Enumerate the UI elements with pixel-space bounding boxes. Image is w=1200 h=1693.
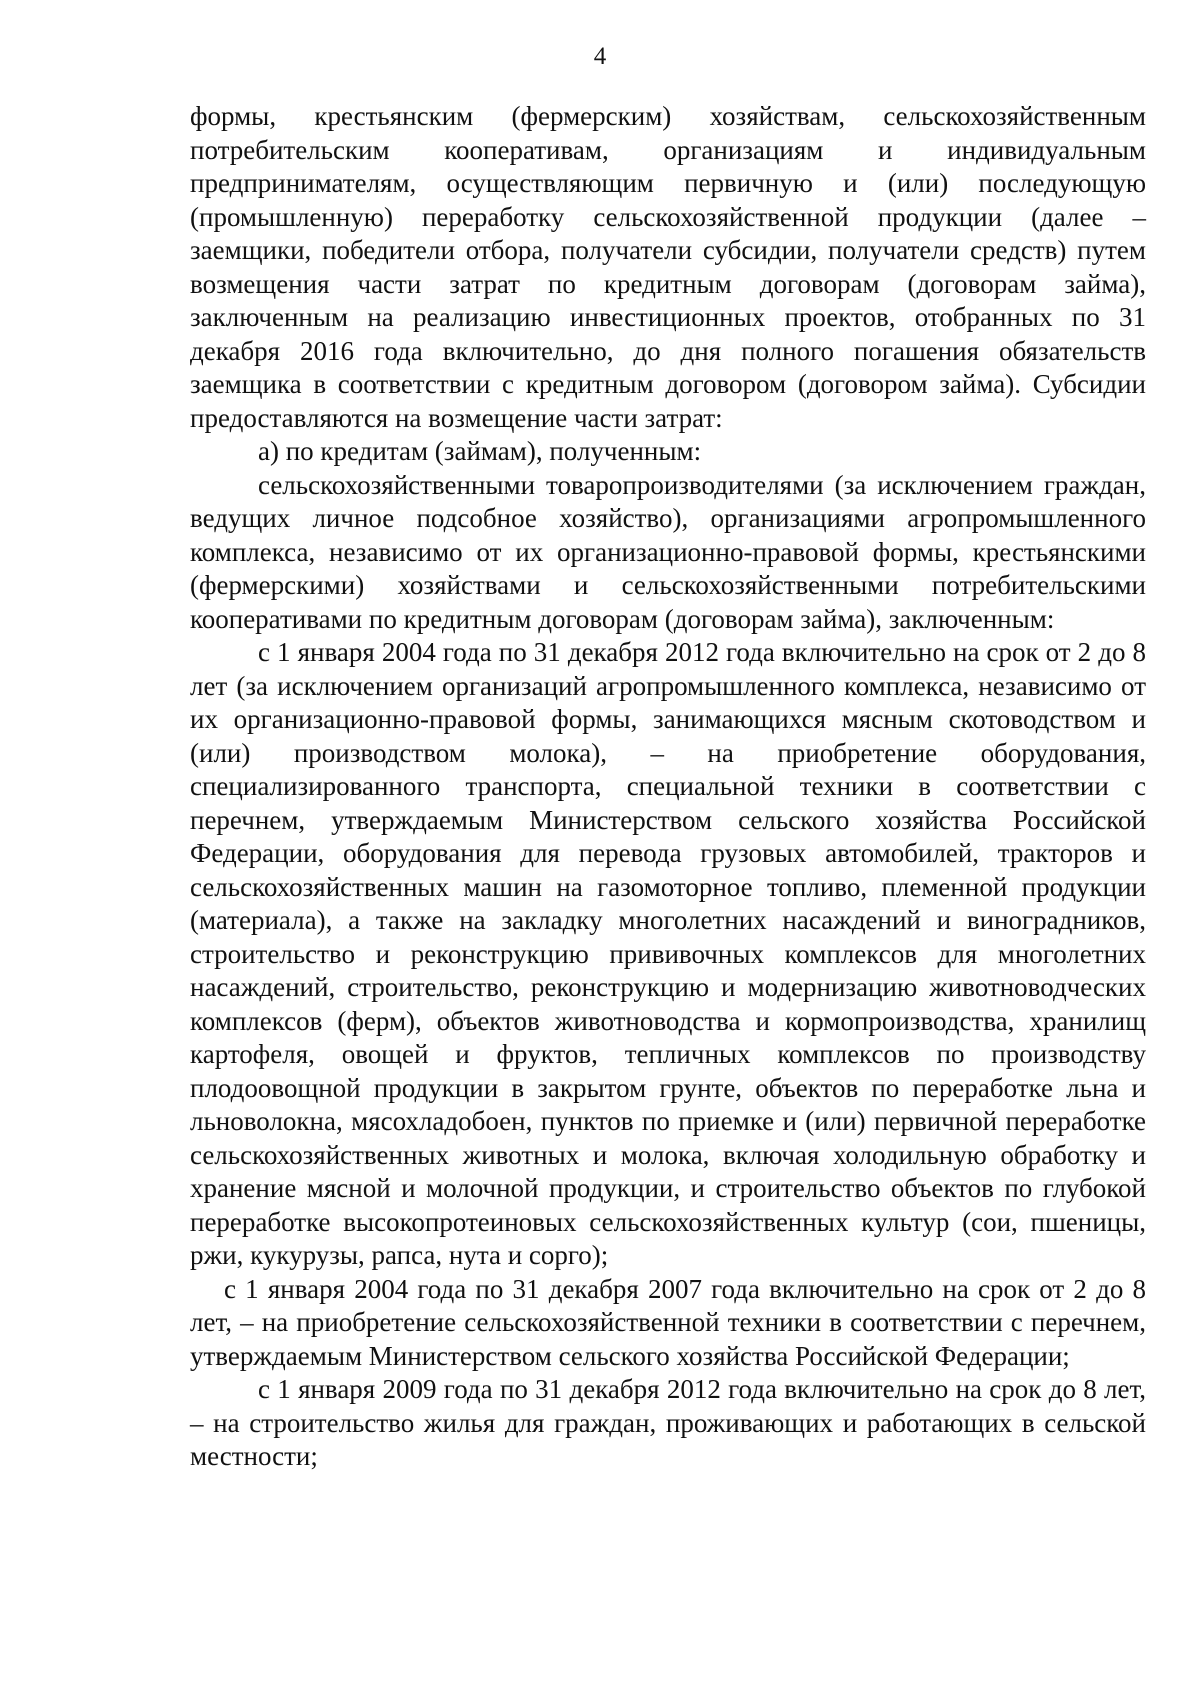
paragraph-borrowers: сельскохозяйственными товаропроизводителями (за исключением граждан, ведущих личное подсобное хозяйство), организациями агропромышленного комплекса, независимо от их организационно-правовой формы, крестьянскими (фермерскими) хозяйствами и сельскохозяйственными потребительскими кооперативами по кредитным договорам (договорам займа), заключенным: [190, 469, 1146, 634]
paragraph-period-2009-2012: с 1 января 2009 года по 31 декабря 2012 года включительно на срок до 8 лет, – на строительство жилья для граждан, проживающих и работающих в сельской местности; [190, 1374, 1146, 1471]
document-body [190, 100, 1146, 1474]
page-number: 4 [593, 43, 607, 70]
paragraph-item-a: а) по кредитам (займам), полученным: [258, 436, 702, 466]
paragraph-period-2004-2007: с 1 января 2004 года по 31 декабря 2007 года включительно на срок от 2 до 8 лет, – на приобретение сельскохозяйственной техники в соответствии с перечнем, утверждаемым Министерством сельского хозяйства Российской Федерации; [190, 1273, 1146, 1371]
paragraph-intro: формы, крестьянским (фермерским) хозяйствам, сельскохозяйственным потребительским кооперативам, организациям и индивидуальным предпринимателям, осуществляющим первичную и (или) последующую (промышленную) переработку сельскохозяйственной продукции (далее – заемщики, победители отбора, получатели субсидии, получатели средств) путем возмещения части затрат по кредитным договорам (договорам займа), заключенным на реализацию инвестиционных проектов, отобранных по 31 декабря 2016 года включительно, до дня полного погашения обязательств заемщика в соответствии с кредитным договором (договором займа). Субсидии предоставляются на возмещение части затрат: [190, 101, 1146, 433]
paragraph-period-2004-2012: с 1 января 2004 года по 31 декабря 2012 года включительно на срок от 2 до 8 лет (за исключением организаций агропромышленного комплекса, независимо от их организационно-правовой формы, занимающихся мясным скотоводством и (или) производством молока), – на приобретение оборудования, специализированного транспорта, специальной техники в соответствии с перечнем, утверждаемым Министерством сельского хозяйства Российской Федерации, оборудования для перевода грузовых автомобилей, тракторов и сельскохозяйственных машин на газомоторное топливо, племенной продукции (материала), а также на закладку многолетних насаждений и виноградников, строительство и реконструкцию прививочных комплексов для многолетних насаждений, строительство, реконструкцию и модернизацию животноводческих комплексов (ферм), объектов животноводства и кормопроизводства, хранилищ картофеля, овощей и фруктов, тепличных комплексов по производству плодоовощной продукции в закрытом грунте, объектов по переработке льна и льноволокна, мясохладобоен, пунктов по приемке и (или) первичной переработке сельскохозяйственных животных и молока, включая холодильную обработку и хранение мясной и молочной продукции, и строительство объектов по глубокой переработке высокопротеиновых сельскохозяйственных культур (сои, пшеницы, ржи, кукурузы, рапса, нута и сорго); [190, 637, 1146, 1270]
